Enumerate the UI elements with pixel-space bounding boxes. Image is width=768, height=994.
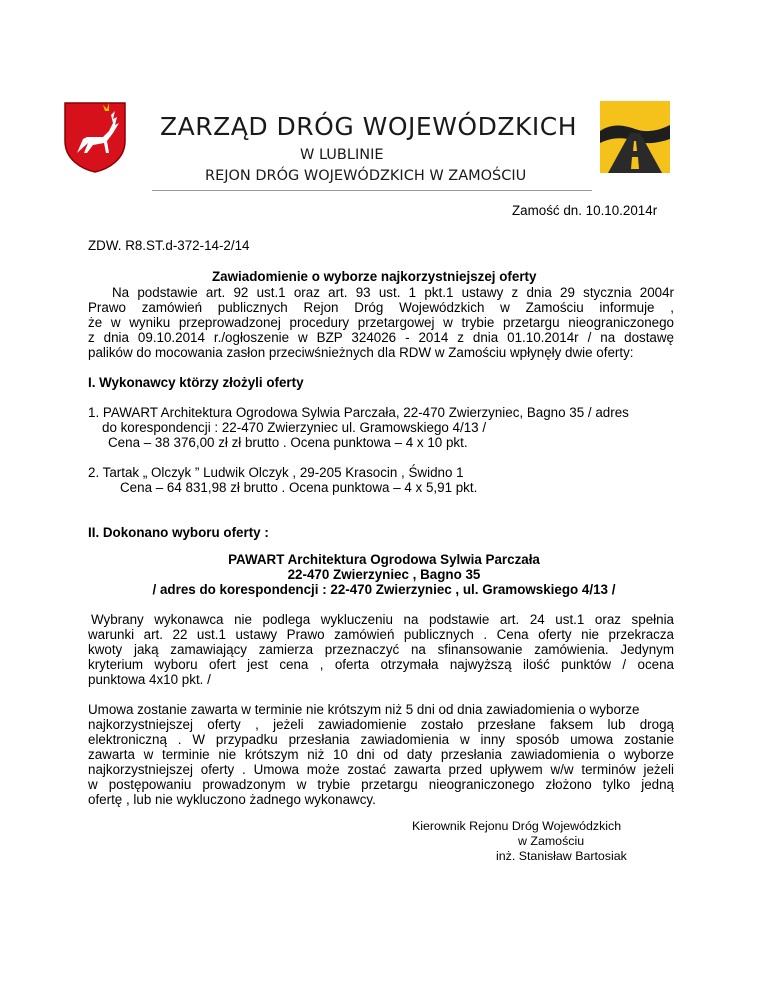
contract-line: Umowa zostanie zawarta w terminie nie krótszym niż 5 dni od dnia zawiadomienia o wyborze	[88, 702, 640, 717]
lublin-coat-of-arms-icon	[63, 101, 127, 173]
justification-line: punktowa 4x10 pkt. /	[88, 672, 211, 687]
org-title: ZARZĄD DRÓG WOJEWÓDZKICH	[160, 112, 578, 141]
intro-line: Na podstawie art. 92 ust.1 oraz art. 93 ust. 1 pkt.1 ustawy z dnia 29 stycznia 2004r	[112, 285, 674, 300]
contract-line: elektroniczną . W przypadku przesłania zawiadomienia w inny sposób umowa zostanie	[88, 732, 674, 747]
header-divider	[152, 190, 592, 191]
contract-line: w postępowaniu prowadzonym w trybie przetargu nieograniczonego złożono tylko jedną	[88, 777, 674, 792]
chosen-contractor-correspondence: / adres do korespondencji : 22-470 Zwierzyniec , ul. Gramowskiego 4/13 /	[152, 582, 616, 597]
contract-line: najkorzystniejszej oferty , jeżeli zawiadomienie zostało przesłane faksem lub drogą	[88, 717, 674, 732]
chosen-contractor-name: PAWART Architektura Ogrodowa Sylwia Parczała	[228, 552, 540, 567]
org-region: REJON DRÓG WOJEWÓDZKICH W ZAMOŚCIU	[205, 168, 527, 184]
intro-line: z dnia 09.10.2014 r./ogłoszenie w BZP 324026 - 2014 z dnia 01.10.2014r / na dostawę	[88, 330, 674, 345]
offer-2-line: 2. Tartak „ Olczyk ” Ludwik Olczyk , 29-205 Krasocin , Świdno 1	[88, 465, 464, 480]
reference-number: ZDW. R8.ST.d-372-14-2/14	[88, 238, 250, 253]
notice-title: Zawiadomienie o wyborze najkorzystniejszej oferty	[212, 269, 537, 284]
org-subtitle: W LUBLINIE	[300, 147, 384, 163]
justification-line: kwoty jaką zamawiający zamierza przeznaczyć na sfinansowanie zamówienia. Jedynym	[88, 642, 674, 657]
intro-line: palików do mocowania zasłon przeciwśnieżnych dla RDW w Zamościu wpłynęły dwie oferty:	[88, 345, 634, 360]
contract-line: zawarta w terminie nie krótszym niż 10 dni od daty przesłania zawiadomienia o wyborze	[88, 747, 674, 762]
intro-line: Prawo zamówień publicznych Rejon Dróg Wojewódzkich w Zamościu informuje ,	[88, 300, 674, 315]
signature-name: inż. Stanisław Bartosiak	[496, 849, 627, 863]
intro-line: że w wyniku przeprowadzonej procedury przetargowej w trybie przetargu nieograniczonego	[88, 315, 674, 330]
offer-2-line: Cena – 64 831,98 zł brutto . Ocena punktowa – 4 x 5,91 pkt.	[120, 480, 478, 495]
signature-location: w Zamościu	[518, 834, 585, 848]
justification-line: warunki art. 22 ust.1 ustawy Prawo zamówień publicznych . Cena oferty nie przekracza	[88, 627, 674, 642]
justification-line: kryterium wyboru ofert jest cena , oferta otrzymała najwyższą ilość punktów / ocena	[88, 657, 674, 672]
road-bridge-logo-icon	[600, 101, 670, 173]
document-date: Zamość dn. 10.10.2014r	[512, 203, 658, 218]
contract-line: najkorzystniejszej oferty . Umowa może zostać zawarta przed upływem w/w terminów jeżeli	[88, 762, 674, 777]
offer-1-line: 1. PAWART Architektura Ogrodowa Sylwia Parczała, 22-470 Zwierzyniec, Bagno 35 / adres	[88, 405, 629, 420]
signature-position: Kierownik Rejonu Dróg Wojewódzkich	[412, 819, 622, 833]
section-2-title: II. Dokonano wyboru oferty :	[88, 525, 269, 540]
offer-1-line: Cena – 38 376,00 zł zł brutto . Ocena punktowa – 4 x 10 pkt.	[108, 435, 468, 450]
justification-line: Wybrany wykonawca nie podlega wykluczeniu na podstawie art. 24 ust.1 oraz spełnia	[91, 612, 674, 627]
chosen-contractor-address: 22-470 Zwierzyniec , Bagno 35	[287, 567, 481, 582]
section-1-title: I. Wykonawcy ktörzy złożyli oferty	[88, 375, 304, 390]
offer-1-line: do korespondencji : 22-470 Zwierzyniec ul. Gramowskiego 4/13 /	[102, 420, 487, 435]
contract-line: ofertę , lub nie wykluczono żadnego wykonawcy.	[88, 792, 376, 807]
